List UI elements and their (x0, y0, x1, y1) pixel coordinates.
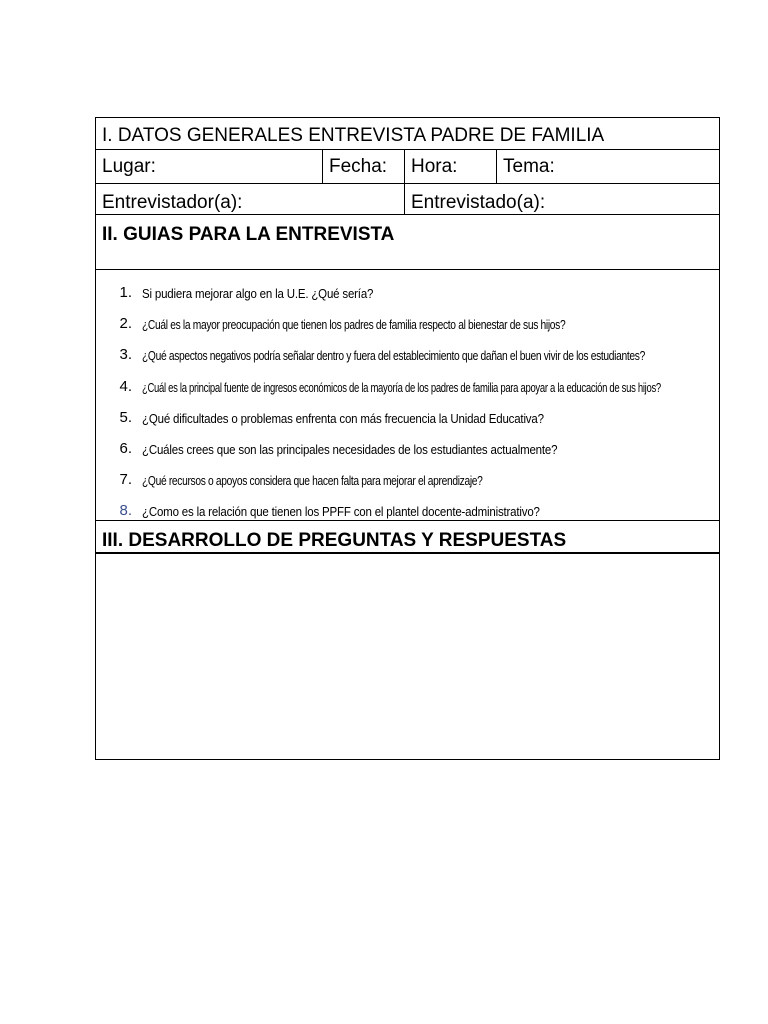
place-date-row (96, 150, 719, 184)
list-item (96, 407, 719, 438)
questions-area (96, 270, 719, 521)
section3-header-row (96, 521, 719, 554)
question-number: 8. (119, 502, 132, 520)
question-text: ¿Qué recursos o apoyos considera que hacen falta para mejorar el aprendizaje? (142, 474, 483, 489)
list-item (96, 313, 719, 344)
question-number: 1. (119, 284, 132, 301)
question-list (96, 282, 719, 532)
interview-form (95, 117, 720, 760)
section2-title: II. GUIAS PARA LA ENTREVISTA (102, 224, 395, 245)
section1-header-row (96, 118, 719, 150)
question-text: ¿Como es la relación que tienen los PPFF con el plantel docente-administrativo? (142, 505, 540, 520)
question-number: 2. (119, 315, 132, 333)
list-item (96, 376, 719, 407)
question-text: Si pudiera mejorar algo en la U.E. ¿Qué sería? (142, 287, 374, 301)
question-number: 4. (119, 377, 132, 395)
entrevistado-field[interactable]: Entrevistado(a): (404, 184, 719, 214)
interviewer-row (96, 184, 719, 215)
fecha-field[interactable]: Fecha: (322, 150, 404, 183)
question-text: ¿Qué dificultades o problemas enfrenta con más frecuencia la Unidad Educativa? (142, 411, 544, 426)
question-number: 7. (119, 471, 132, 489)
question-text: ¿Qué aspectos negativos podría señalar dentro y fuera del establecimiento que dañan el buen vivir de los estudiantes? (142, 349, 645, 364)
question-number: 6. (119, 439, 132, 457)
tema-field[interactable]: Tema: (496, 150, 719, 183)
section2-header-row (96, 215, 719, 270)
question-number: 5. (119, 408, 132, 426)
question-text: ¿Cuál es la mayor preocupación que tienen los padres de familia respecto al bienestar de sus hijos? (142, 318, 566, 333)
answers-area[interactable] (96, 554, 719, 759)
list-item (96, 469, 719, 500)
lugar-field[interactable]: Lugar: (102, 156, 156, 177)
hora-field[interactable]: Hora: (404, 150, 496, 183)
section1-title: I. DATOS GENERALES ENTREVISTA PADRE DE FAMILIA (102, 125, 605, 146)
list-item (96, 282, 719, 313)
question-text: ¿Cuáles crees que son las principales necesidades de los estudiantes actualmente? (142, 442, 558, 457)
question-text: ¿Cuál es la principal fuente de ingresos económicos de la mayoría de los padres de familia para apoyar a la educación de sus hijos? (142, 380, 661, 395)
entrevistador-field[interactable]: Entrevistador(a): (102, 192, 243, 213)
section3-title: III. DESARROLLO DE PREGUNTAS Y RESPUESTAS (102, 530, 567, 551)
list-item (96, 438, 719, 469)
question-number: 3. (119, 346, 132, 364)
list-item (96, 344, 719, 375)
